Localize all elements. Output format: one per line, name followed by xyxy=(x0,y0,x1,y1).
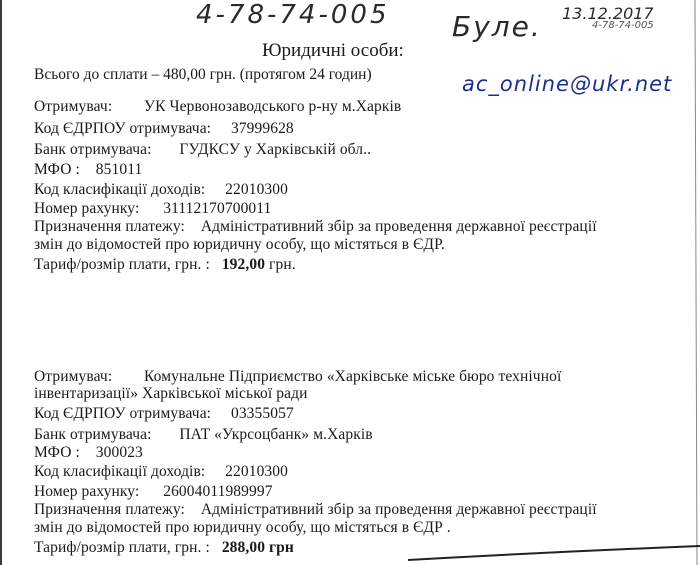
p2-income-code-row xyxy=(34,463,288,481)
p1-recipient-row xyxy=(34,98,401,116)
p2-account-value: 26004011989997 xyxy=(163,483,273,500)
p1-bank-row xyxy=(34,141,371,159)
p2-account-row xyxy=(34,483,273,501)
p1-purpose-label: Призначення платежу: xyxy=(34,218,185,235)
p2-account-label: Номер рахунку: xyxy=(34,483,140,500)
p2-purpose-line2: змін до відомостей про юридичну особу, що містяться в ЄДР . xyxy=(34,519,451,536)
p2-income-code-value: 22010300 xyxy=(225,463,288,480)
handwritten-email: ac_online@ukr.net xyxy=(462,72,673,96)
p1-mfo-row xyxy=(34,161,142,179)
p2-recipient-line2: інвентаризації» Харківської міської ради xyxy=(34,385,308,402)
p1-purpose-row xyxy=(34,218,597,236)
p2-edrpou-value: 03355057 xyxy=(230,405,294,422)
p2-recipient-line1: Комунальне Підприємство «Харківське міське бюро технічної xyxy=(144,368,562,385)
p1-mfo-label: МФО : xyxy=(34,161,80,178)
p2-mfo-row xyxy=(34,444,143,462)
handwritten-stamp-note: 4-78-74-005 xyxy=(592,20,654,31)
p1-account-label: Номер рахунку: xyxy=(34,200,140,217)
p2-recipient-row xyxy=(34,368,561,386)
document-title: Юридичні особи: xyxy=(262,40,404,61)
p1-edrpou-value: 37999628 xyxy=(230,120,294,137)
p2-purpose-row xyxy=(34,501,597,519)
p2-edrpou-row xyxy=(34,405,294,423)
p2-recipient-label: Отримувач: xyxy=(34,368,113,385)
p1-bank-value: ГУДКСУ у Харківській обл.. xyxy=(179,141,372,158)
p1-account-value: 31112170700011 xyxy=(163,200,272,217)
p2-mfo-label: МФО : xyxy=(34,444,80,461)
p2-fee-value: 288,00 xyxy=(221,539,266,556)
p2-income-code-label: Код класифікації доходів: xyxy=(34,463,206,480)
p2-fee-unit: грн xyxy=(269,539,294,556)
p1-account-row xyxy=(34,200,271,218)
p2-purpose-line1: Адміністративний збір за проведення державної реєстрації xyxy=(200,501,597,518)
p1-purpose-line2: змін до відомостей про юридичну особу, що містяться в ЄДР. xyxy=(34,236,445,253)
p2-fee-row xyxy=(34,539,294,557)
p1-bank-label: Банк отримувача: xyxy=(34,141,152,158)
p2-purpose-label: Призначення платежу: xyxy=(34,501,185,518)
p1-income-code-value: 22010300 xyxy=(225,181,288,198)
p1-recipient-value: УК Червонозаводського р-ну м.Харків xyxy=(144,98,402,115)
p1-edrpou-label: Код ЄДРПОУ отримувача: xyxy=(34,120,212,137)
total-to-pay: Всього до сплати – 480,00 грн. (протягом 24 годин) xyxy=(34,66,372,83)
p1-mfo-value: 851011 xyxy=(95,161,143,178)
p1-edrpou-row xyxy=(34,120,294,138)
p2-bank-row xyxy=(34,426,373,444)
p1-fee-unit: грн. xyxy=(269,256,296,273)
handwritten-number: 4-78-74-005 xyxy=(196,0,390,30)
p1-income-code-label: Код класифікації доходів: xyxy=(34,181,206,198)
p2-edrpou-label: Код ЄДРПОУ отримувача: xyxy=(34,405,212,422)
p1-income-code-row xyxy=(34,181,288,199)
p1-purpose-line1: Адміністративний збір за проведення державної реєстрації xyxy=(200,218,597,235)
p2-bank-value: ПАТ «Укрсоцбанк» м.Харків xyxy=(179,426,373,443)
p1-fee-label: Тариф/розмір плати, грн. : xyxy=(34,256,210,273)
p1-fee-value: 192,00 xyxy=(221,256,266,273)
p1-recipient-label: Отримувач: xyxy=(34,98,113,115)
p2-fee-label: Тариф/розмір плати, грн. : xyxy=(34,539,210,556)
handwritten-word: Буле. xyxy=(452,10,542,43)
p2-mfo-value: 300023 xyxy=(95,444,143,461)
handwritten-date: 13.12.2017 xyxy=(562,4,654,23)
p2-bank-label: Банк отримувача: xyxy=(34,426,152,443)
p1-fee-row xyxy=(34,256,296,274)
